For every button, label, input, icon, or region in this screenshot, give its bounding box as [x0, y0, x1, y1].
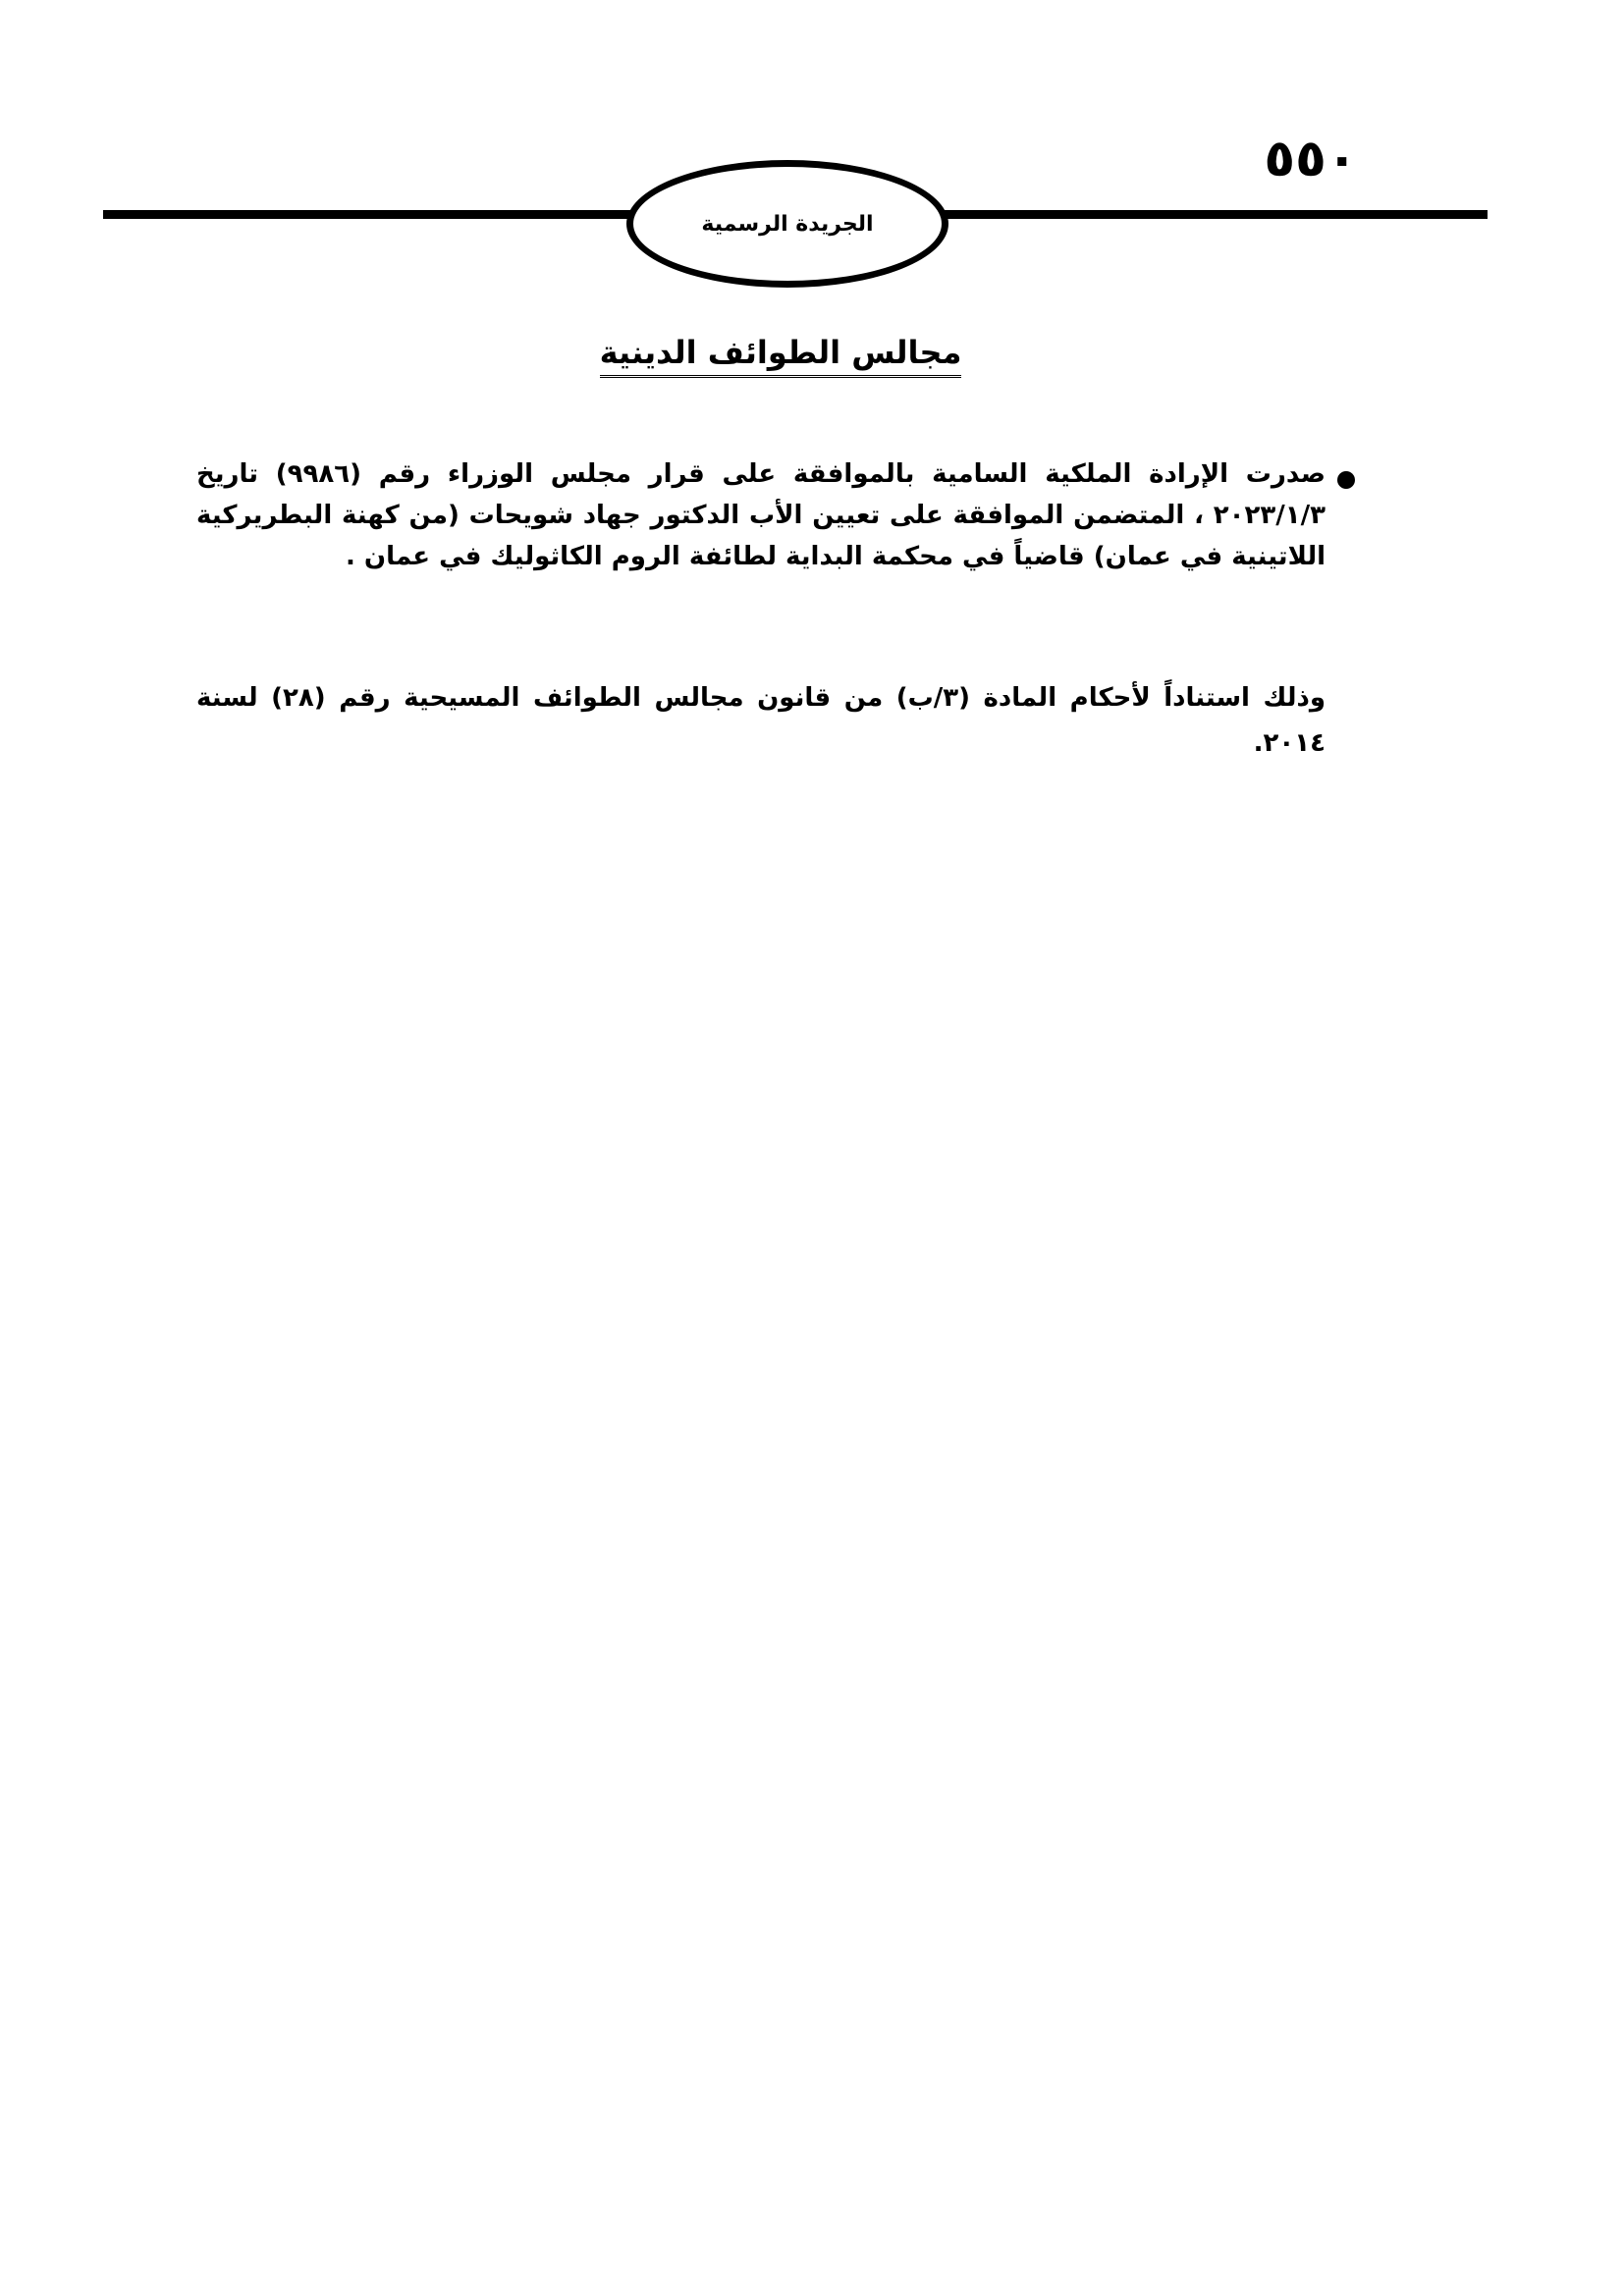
legal-basis-paragraph: وذلك استناداً لأحكام المادة (٣/ب) من قانون مجالس الطوائف المسيحية رقم (٢٨) لسنة ٢٠١٤. [196, 683, 1326, 758]
section-title [491, 334, 1070, 371]
decree-paragraph: صدرت الإرادة الملكية السامية بالموافقة على قرار مجلس الوزراء رقم (٩٩٨٦) تاريخ ٢٠٢٣/١/٣ ، المتضمن الموافقة على تعيين الأب الدكتور جهاد شويحات (من كهنة البطريركية اللاتينية في عمان) قاضياً في محكمة البداية لطائفة الروم الكاثوليك في عمان . [196, 459, 1326, 571]
publication-name: الجريدة الرسمية [701, 211, 874, 237]
bullet-icon [1337, 471, 1355, 489]
header-emblem [626, 160, 948, 288]
section-title-text: مجالس الطوائف الدينية [600, 334, 962, 378]
page-number: ٥٥٠ [1264, 130, 1358, 188]
